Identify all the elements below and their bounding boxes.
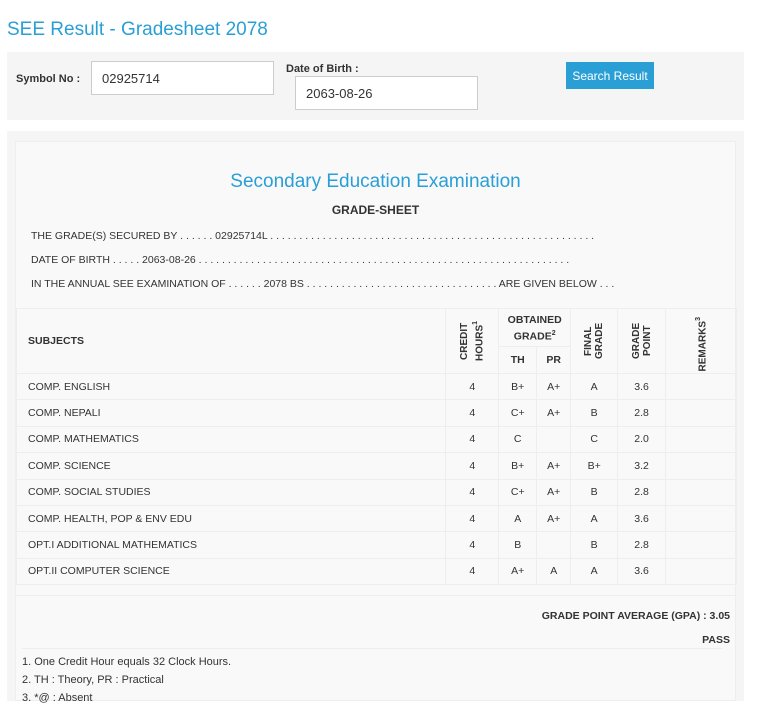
obtained-grade-header <box>499 309 571 347</box>
gradesheet-title: GRADE-SHEET <box>331 203 420 217</box>
final-grade-header-text: FINAL GRADE <box>583 322 606 360</box>
final-grade-cell: C <box>571 426 618 452</box>
remarks-header-text: REMARKS <box>697 320 709 372</box>
pr-grade-cell: A <box>537 558 571 584</box>
subject-cell: OPT.I ADDITIONAL MATHEMATICS <box>17 532 446 558</box>
subject-cell: COMP. HEALTH, POP & ENV EDU <box>17 505 446 531</box>
dob-line: DATE OF BIRTH . . . . . 2063-08-26 . . . . . . . . . . . . . . . . . . . . . . . . . . . . . . . . . . . . . . . . . . . . . . . . . . . . . . . . . . . . . . . . <box>31 254 570 266</box>
subject-cell: COMP. SCIENCE <box>17 453 446 479</box>
final-grade-cell: A <box>571 374 618 400</box>
table-row <box>17 426 737 452</box>
final-grade-cell: B <box>571 479 618 505</box>
dob-input[interactable] <box>295 76 478 110</box>
table-row <box>17 453 737 479</box>
credit-hours-header-text: CREDIT HOURS <box>459 322 486 362</box>
final-grade-header <box>571 309 618 374</box>
th-grade-cell: B+ <box>499 374 537 400</box>
grade-point-cell: 3.6 <box>618 558 666 584</box>
th-grade-cell: A+ <box>499 558 537 584</box>
grade-point-cell: 2.8 <box>618 479 666 505</box>
obtained-grade-footnote: 2 <box>551 329 556 337</box>
final-grade-cell: A <box>571 558 618 584</box>
grade-point-header <box>618 309 666 374</box>
exam-title: Secondary Education Examination <box>230 171 521 192</box>
credit-hours-cell: 4 <box>446 453 499 479</box>
page-title: SEE Result - Gradesheet 2078 <box>7 19 268 40</box>
result-status: PASS <box>702 634 730 646</box>
subject-cell: COMP. ENGLISH <box>17 374 446 400</box>
remarks-cell <box>666 426 737 452</box>
exam-line: IN THE ANNUAL SEE EXAMINATION OF . . . . . . 2078 BS . . . . . . . . . . . . . . . . . . . . . . . . . . . . . . . . . ARE GIVEN BELOW . . . <box>31 278 615 290</box>
subjects-header: SUBJECTS <box>17 309 446 374</box>
final-grade-cell: B+ <box>571 453 618 479</box>
th-grade-cell: C <box>499 426 537 452</box>
symbol-label: Symbol No : <box>16 73 81 85</box>
th-grade-cell: C+ <box>499 479 537 505</box>
obtained-grade-header-text: OBTAINED GRADE <box>507 313 562 343</box>
credit-hours-footnote: 1 <box>472 320 480 325</box>
pr-grade-cell <box>537 532 571 558</box>
subject-cell: OPT.II COMPUTER SCIENCE <box>17 558 446 584</box>
note-3: 3. *@ : Absent <box>22 692 93 704</box>
search-panel <box>7 52 744 120</box>
th-grade-cell: B <box>499 532 537 558</box>
table-row <box>17 400 737 426</box>
remarks-cell <box>666 505 737 531</box>
remarks-cell <box>666 453 737 479</box>
subject-cell: COMP. NEPALI <box>17 400 446 426</box>
grade-point-cell: 2.8 <box>618 532 666 558</box>
gpa-text: GRADE POINT AVERAGE (GPA) : 3.05 <box>541 610 730 622</box>
credit-hours-cell: 4 <box>446 505 499 531</box>
credit-hours-cell: 4 <box>446 374 499 400</box>
gradesheet-container <box>7 131 744 704</box>
credit-hours-cell: 4 <box>446 400 499 426</box>
remarks-cell <box>666 532 737 558</box>
pr-grade-cell <box>537 426 571 452</box>
pr-grade-cell: A+ <box>537 374 571 400</box>
remarks-cell <box>666 400 737 426</box>
credit-hours-cell: 4 <box>446 532 499 558</box>
th-header: TH <box>499 347 537 374</box>
remarks-footnote: 3 <box>695 317 703 321</box>
credit-hours-header <box>446 309 499 374</box>
grade-point-cell: 3.2 <box>618 453 666 479</box>
th-grade-cell: A <box>499 505 537 531</box>
remarks-header <box>666 309 737 374</box>
remarks-cell <box>666 479 737 505</box>
pr-grade-cell: A+ <box>537 479 571 505</box>
grade-point-cell: 3.6 <box>618 374 666 400</box>
grade-point-cell: 3.6 <box>618 505 666 531</box>
pr-header: PR <box>537 347 571 374</box>
subject-cell: COMP. MATHEMATICS <box>17 426 446 452</box>
pr-grade-cell: A+ <box>537 400 571 426</box>
table-row <box>17 374 737 400</box>
credit-hours-cell: 4 <box>446 426 499 452</box>
th-grade-cell: C+ <box>499 400 537 426</box>
subject-cell: COMP. SOCIAL STUDIES <box>17 479 446 505</box>
table-row <box>17 479 737 505</box>
credit-hours-cell: 4 <box>446 479 499 505</box>
grade-point-cell: 2.0 <box>618 426 666 452</box>
remarks-cell <box>666 374 737 400</box>
pr-grade-cell: A+ <box>537 505 571 531</box>
secured-by-line: THE GRADE(S) SECURED BY . . . . . . 02925714L . . . . . . . . . . . . . . . . . . . . . . . . . . . . . . . . . . . . . . . . . . . . . . . . . . . . . . . . <box>31 230 595 242</box>
grade-point-cell: 2.8 <box>618 400 666 426</box>
grade-point-header-text: GRADE POINT <box>630 322 653 360</box>
grade-rows <box>17 374 737 585</box>
note-1: 1. One Credit Hour equals 32 Clock Hours. <box>22 656 232 668</box>
dob-label: Date of Birth : <box>286 63 359 75</box>
notes-section <box>22 648 722 707</box>
final-grade-cell: B <box>571 532 618 558</box>
final-grade-cell: B <box>571 400 618 426</box>
gpa-section <box>16 595 737 644</box>
note-2: 2. TH : Theory, PR : Practical <box>22 674 164 686</box>
remarks-cell <box>666 558 737 584</box>
final-grade-cell: A <box>571 505 618 531</box>
table-row <box>17 532 737 558</box>
table-row <box>17 505 737 531</box>
credit-hours-cell: 4 <box>446 558 499 584</box>
grades-table <box>16 308 737 585</box>
table-row <box>17 558 737 584</box>
search-result-button[interactable]: Search Result <box>566 62 654 89</box>
pr-grade-cell: A+ <box>537 453 571 479</box>
th-grade-cell: B+ <box>499 453 537 479</box>
symbol-input[interactable] <box>91 61 274 95</box>
gradesheet <box>15 141 736 704</box>
